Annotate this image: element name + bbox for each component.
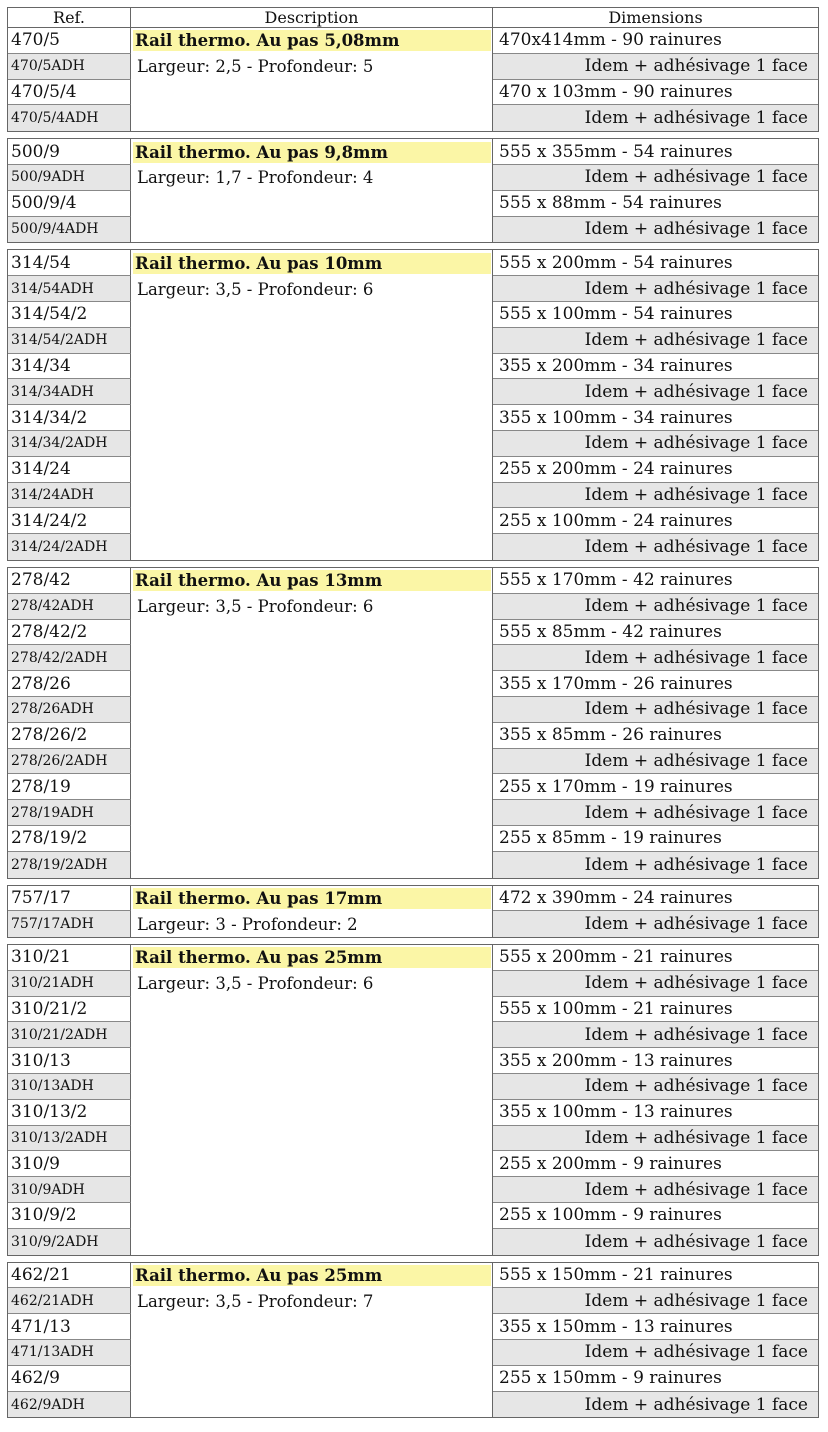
description-cell [131,1048,493,1074]
description-cell [131,997,493,1023]
description-cell [131,354,493,380]
description-cell [131,508,493,534]
description-cell [131,645,493,671]
description-cell [131,774,493,800]
table-row [8,379,818,405]
description-cell [131,28,493,54]
description-cell [131,749,493,775]
ref-cell: 310/9/2 [8,1203,131,1229]
dimensions-cell: Idem + adhésivage 1 face [493,165,818,191]
rail-specs: Largeur: 3,5 - Profondeur: 6 [131,971,493,997]
table-row [8,80,818,106]
table-row [8,723,818,749]
dimensions-cell: Idem + adhésivage 1 face [493,645,818,671]
description-cell [131,405,493,431]
table-row [8,800,818,826]
ref-cell: 500/9 [8,139,131,165]
header-dimensions: Dimensions [608,8,703,27]
table-row [8,911,818,937]
table-row [8,1022,818,1048]
ref-cell: 500/9/4ADH [8,217,131,243]
table-row [8,1074,818,1100]
dimensions-cell: Idem + adhésivage 1 face [493,1229,818,1255]
rail-title: Rail thermo. Au pas 25mm [133,947,491,968]
table-row [8,508,818,534]
table-row [8,1229,818,1255]
ref-cell: 471/13ADH [8,1340,131,1366]
table-row [8,852,818,878]
table-row [8,620,818,646]
ref-cell: 278/26ADH [8,697,131,723]
ref-cell: 470/5ADH [8,54,131,80]
dimensions-cell: Idem + adhésivage 1 face [493,1288,818,1314]
table-row [8,971,818,997]
rail-specs: Largeur: 2,5 - Profondeur: 5 [131,54,493,80]
table-row [8,945,818,971]
table-row [8,1340,818,1366]
ref-cell: 310/21ADH [8,971,131,997]
table-row [8,1203,818,1229]
dimensions-cell: 555 x 170mm - 42 rainures [493,568,818,594]
product-group [7,944,819,1256]
dimensions-cell: 255 x 200mm - 9 rainures [493,1151,818,1177]
dimensions-cell: 555 x 88mm - 54 rainures [493,191,818,217]
dimensions-cell: 255 x 170mm - 19 rainures [493,774,818,800]
dimensions-cell: 470 x 103mm - 90 rainures [493,80,818,106]
dimensions-cell: 355 x 85mm - 26 rainures [493,723,818,749]
ref-cell: 462/9ADH [8,1392,131,1418]
ref-cell: 314/54 [8,250,131,276]
description-cell [131,1366,493,1392]
dimensions-cell: Idem + adhésivage 1 face [493,276,818,302]
table-row [8,671,818,697]
dimensions-cell: 255 x 200mm - 24 rainures [493,457,818,483]
dimensions-cell: 255 x 100mm - 9 rainures [493,1203,818,1229]
dimensions-cell: Idem + adhésivage 1 face [493,534,818,560]
dimensions-cell: 355 x 200mm - 34 rainures [493,354,818,380]
dimensions-cell: Idem + adhésivage 1 face [493,217,818,243]
dimensions-cell: Idem + adhésivage 1 face [493,483,818,509]
description-cell [131,431,493,457]
dimensions-cell: Idem + adhésivage 1 face [493,105,818,131]
rail-specs: Largeur: 3 - Profondeur: 2 [131,911,493,937]
description-cell [131,250,493,276]
dimensions-cell: Idem + adhésivage 1 face [493,852,818,878]
ref-cell: 278/26 [8,671,131,697]
product-group [7,28,819,132]
dimensions-cell: Idem + adhésivage 1 face [493,431,818,457]
ref-cell: 500/9/4 [8,191,131,217]
ref-cell: 310/9ADH [8,1177,131,1203]
table-row [8,250,818,276]
ref-cell: 471/13 [8,1314,131,1340]
description-cell [131,217,493,243]
ref-cell: 314/24 [8,457,131,483]
ref-cell: 310/13ADH [8,1074,131,1100]
ref-cell: 462/21ADH [8,1288,131,1314]
description-cell [131,1074,493,1100]
ref-cell: 314/24/2 [8,508,131,534]
table-row [8,431,818,457]
dimensions-cell: 355 x 200mm - 13 rainures [493,1048,818,1074]
table-row [8,139,818,165]
table-row [8,276,818,302]
description-cell [131,852,493,878]
rail-specs: Largeur: 3,5 - Profondeur: 6 [131,276,493,302]
table-row [8,328,818,354]
table-row [8,1288,818,1314]
ref-cell: 314/34/2 [8,405,131,431]
description-cell [131,379,493,405]
dimensions-cell: 555 x 85mm - 42 rainures [493,620,818,646]
rail-title: Rail thermo. Au pas 25mm [133,1265,491,1286]
dimensions-cell: Idem + adhésivage 1 face [493,911,818,937]
table-row [8,774,818,800]
dimensions-cell: 255 x 150mm - 9 rainures [493,1366,818,1392]
description-cell [131,457,493,483]
description-cell [131,671,493,697]
table-row [8,697,818,723]
table-row [8,749,818,775]
table-header [7,7,819,28]
ref-cell: 310/21/2ADH [8,1022,131,1048]
dimensions-cell: Idem + adhésivage 1 face [493,1340,818,1366]
dimensions-cell: Idem + adhésivage 1 face [493,1126,818,1152]
dimensions-cell: 555 x 200mm - 21 rainures [493,945,818,971]
description-cell [131,1126,493,1152]
table-row [8,645,818,671]
ref-cell: 278/42/2ADH [8,645,131,671]
dimensions-cell: 555 x 150mm - 21 rainures [493,1263,818,1289]
dimensions-cell: Idem + adhésivage 1 face [493,1074,818,1100]
table-row [8,1366,818,1392]
description-cell [131,1229,493,1255]
dimensions-cell: 470x414mm - 90 rainures [493,28,818,54]
dimensions-cell: Idem + adhésivage 1 face [493,594,818,620]
table-row [8,354,818,380]
header-description: Description [131,8,493,27]
ref-cell: 757/17 [8,886,131,912]
description-cell [131,1151,493,1177]
table-row [8,568,818,594]
description-cell [131,534,493,560]
description-cell [131,105,493,131]
ref-cell: 314/54/2ADH [8,328,131,354]
table-row [8,217,818,243]
ref-cell: 470/5/4 [8,80,131,106]
dimensions-cell: Idem + adhésivage 1 face [493,1022,818,1048]
rail-title: Rail thermo. Au pas 17mm [133,888,491,909]
ref-cell: 462/9 [8,1366,131,1392]
table-row [8,54,818,80]
rail-title: Rail thermo. Au pas 10mm [133,253,491,274]
ref-cell: 462/21 [8,1263,131,1289]
dimensions-cell: 555 x 200mm - 54 rainures [493,250,818,276]
dimensions-cell: Idem + adhésivage 1 face [493,971,818,997]
dimensions-cell: Idem + adhésivage 1 face [493,697,818,723]
dimensions-cell: 555 x 355mm - 54 rainures [493,139,818,165]
dimensions-cell: 255 x 100mm - 24 rainures [493,508,818,534]
ref-cell: 278/42/2 [8,620,131,646]
ref-cell: 314/24ADH [8,483,131,509]
ref-cell: 314/34ADH [8,379,131,405]
ref-cell: 278/26/2ADH [8,749,131,775]
description-cell [131,1022,493,1048]
dimensions-cell: 355 x 100mm - 13 rainures [493,1100,818,1126]
table-row [8,302,818,328]
dimensions-cell: Idem + adhésivage 1 face [493,749,818,775]
table-row [8,1048,818,1074]
table-row [8,1392,818,1418]
table-row [8,997,818,1023]
dimensions-cell: Idem + adhésivage 1 face [493,328,818,354]
ref-cell: 757/17ADH [8,911,131,937]
table-row [8,1126,818,1152]
ref-cell: 310/13/2ADH [8,1126,131,1152]
rail-title: Rail thermo. Au pas 13mm [133,570,491,591]
table-row [8,28,818,54]
description-cell [131,191,493,217]
ref-cell: 314/24/2ADH [8,534,131,560]
product-group [7,138,819,243]
table-row [8,165,818,191]
table-row [8,105,818,131]
description-cell [131,1177,493,1203]
description-cell [131,1100,493,1126]
product-group [7,567,819,879]
table-row [8,483,818,509]
dimensions-cell: 555 x 100mm - 21 rainures [493,997,818,1023]
description-cell [131,826,493,852]
table-row [8,457,818,483]
rail-specs: Largeur: 3,5 - Profondeur: 7 [131,1288,493,1314]
dimensions-cell: Idem + adhésivage 1 face [493,1392,818,1418]
ref-cell: 278/19 [8,774,131,800]
ref-cell: 310/13/2 [8,1100,131,1126]
description-cell [131,1263,493,1289]
ref-cell: 314/54ADH [8,276,131,302]
table-row [8,405,818,431]
description-cell [131,697,493,723]
product-group [7,249,819,561]
table-row [8,1314,818,1340]
ref-cell: 278/42ADH [8,594,131,620]
description-cell [131,568,493,594]
ref-cell: 470/5 [8,28,131,54]
description-cell [131,483,493,509]
product-table [7,7,819,1424]
header-ref: Ref. [8,8,131,27]
ref-cell: 310/9/2ADH [8,1229,131,1255]
ref-cell: 278/42 [8,568,131,594]
dimensions-cell: 555 x 100mm - 54 rainures [493,302,818,328]
description-cell [131,800,493,826]
dimensions-cell: 355 x 100mm - 34 rainures [493,405,818,431]
ref-cell: 310/13 [8,1048,131,1074]
ref-cell: 278/19ADH [8,800,131,826]
dimensions-cell: Idem + adhésivage 1 face [493,379,818,405]
table-row [8,1177,818,1203]
ref-cell: 314/34/2ADH [8,431,131,457]
description-cell [131,620,493,646]
table-body [7,28,819,1418]
product-group [7,1262,819,1419]
description-cell [131,1203,493,1229]
dimensions-cell: 355 x 150mm - 13 rainures [493,1314,818,1340]
table-row [8,1100,818,1126]
description-cell [131,723,493,749]
product-group [7,885,819,939]
ref-cell: 278/26/2 [8,723,131,749]
ref-cell: 278/19/2 [8,826,131,852]
description-cell [131,80,493,106]
description-cell [131,1314,493,1340]
ref-cell: 278/19/2ADH [8,852,131,878]
ref-cell: 310/9 [8,1151,131,1177]
dimensions-cell: 472 x 390mm - 24 rainures [493,886,818,912]
dimensions-cell: 355 x 170mm - 26 rainures [493,671,818,697]
table-row [8,1151,818,1177]
description-cell [131,1340,493,1366]
description-cell [131,302,493,328]
table-row [8,191,818,217]
description-cell [131,945,493,971]
table-row [8,1263,818,1289]
dimensions-cell: Idem + adhésivage 1 face [493,54,818,80]
table-row [8,826,818,852]
dimensions-cell: Idem + adhésivage 1 face [493,1177,818,1203]
ref-cell: 314/54/2 [8,302,131,328]
ref-cell: 314/34 [8,354,131,380]
dimensions-cell: 255 x 85mm - 19 rainures [493,826,818,852]
ref-cell: 470/5/4ADH [8,105,131,131]
rail-title: Rail thermo. Au pas 9,8mm [133,142,491,163]
description-cell [131,886,493,912]
table-row [8,534,818,560]
dimensions-cell: Idem + adhésivage 1 face [493,800,818,826]
table-row [8,594,818,620]
rail-specs: Largeur: 3,5 - Profondeur: 6 [131,594,493,620]
description-cell [131,139,493,165]
rail-title: Rail thermo. Au pas 5,08mm [133,30,491,51]
ref-cell: 310/21 [8,945,131,971]
ref-cell: 310/21/2 [8,997,131,1023]
table-row [8,886,818,912]
ref-cell: 500/9ADH [8,165,131,191]
description-cell [131,328,493,354]
rail-specs: Largeur: 1,7 - Profondeur: 4 [131,165,493,191]
description-cell [131,1392,493,1418]
